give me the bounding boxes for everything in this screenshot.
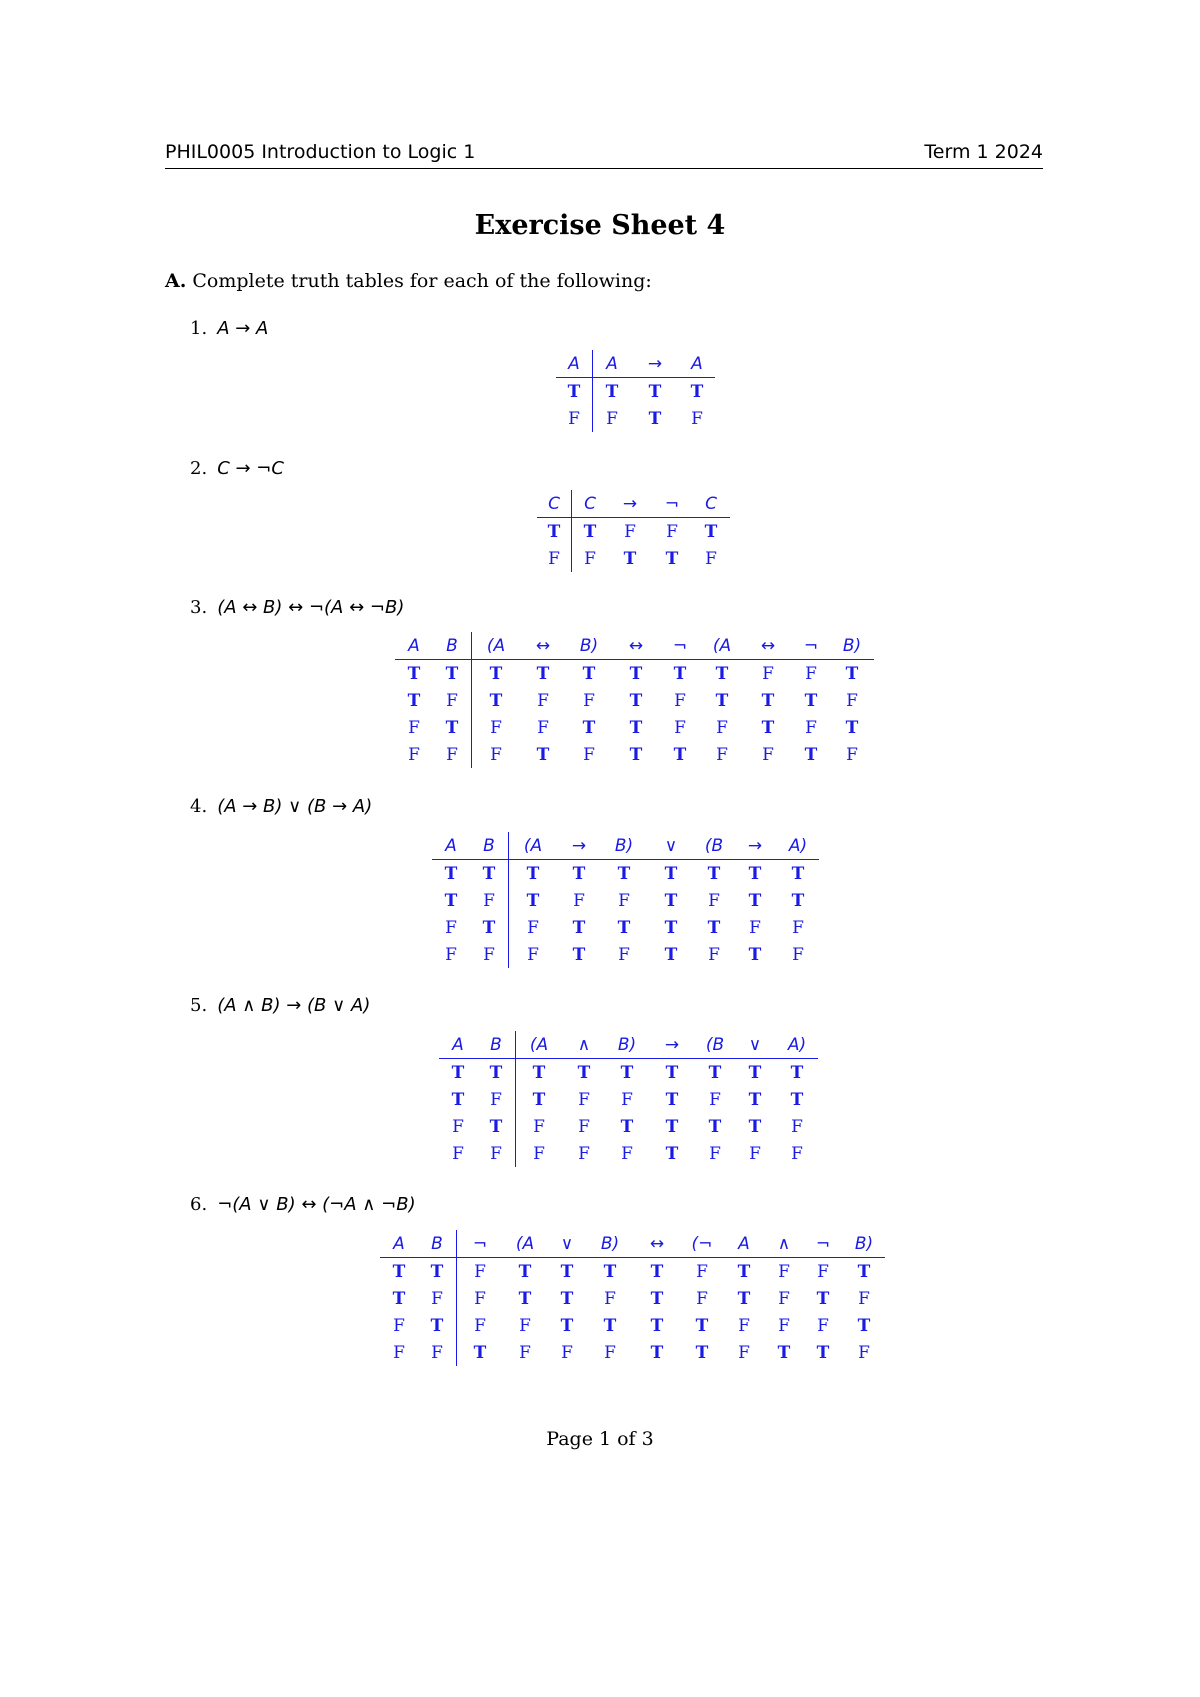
truth-value-cell: T	[560, 1261, 574, 1282]
variable-value-cell: T	[418, 1312, 457, 1339]
course-title: PHIL0005 Introduction to Logic 1	[165, 141, 476, 163]
truth-value-cell: T	[629, 663, 643, 684]
truth-value-cell: F	[490, 717, 502, 738]
variable-value-cell: F	[433, 741, 472, 768]
truth-value-cell: T	[804, 744, 818, 765]
truth-table-6	[380, 1230, 885, 1366]
truth-table-row	[395, 714, 874, 741]
formula-expression: (A → B) ∨ (B → A)	[217, 796, 373, 817]
truth-value-cell: T	[845, 663, 859, 684]
truth-value-cell: T	[748, 863, 762, 884]
truth-value-cell: T	[748, 1062, 762, 1083]
truth-table-header-row	[395, 632, 874, 660]
column-header: ↔	[744, 632, 792, 660]
column-header: ¬	[803, 1230, 843, 1258]
variable-value-cell: F	[393, 1342, 405, 1363]
truth-value-cell: T	[489, 663, 503, 684]
truth-value-cell: T	[617, 863, 631, 884]
column-header: C	[572, 490, 609, 518]
truth-value-cell: F	[762, 663, 774, 684]
truth-value-cell: T	[650, 1342, 664, 1363]
truth-table-row	[439, 1059, 818, 1087]
truth-value-cell: T	[673, 663, 687, 684]
column-header: A	[679, 350, 715, 378]
truth-value-cell: T	[673, 744, 687, 765]
truth-value-cell: T	[857, 1315, 871, 1336]
truth-value-cell: F	[621, 1089, 633, 1110]
exercise-number: 3.	[190, 597, 208, 618]
truth-value-cell: T	[748, 890, 762, 911]
variable-value-cell: T	[451, 1062, 465, 1083]
truth-table-row	[395, 687, 874, 714]
column-header: (A	[700, 632, 744, 660]
column-header: →	[608, 490, 652, 518]
truth-value-cell: F	[537, 690, 549, 711]
column-header: ∨	[734, 1031, 776, 1059]
truth-value-cell: F	[583, 744, 595, 765]
truth-value-cell: T	[648, 381, 662, 402]
variable-value-cell: T	[392, 1261, 406, 1282]
truth-table-row	[380, 1285, 885, 1312]
truth-value-cell: T	[617, 917, 631, 938]
variable-header: B	[477, 1031, 516, 1059]
exercise-number: 5.	[190, 995, 208, 1016]
truth-value-cell: T	[650, 1315, 664, 1336]
truth-table-row	[380, 1312, 885, 1339]
truth-value-cell: F	[846, 690, 858, 711]
truth-value-cell: T	[748, 1089, 762, 1110]
truth-table-header-row	[556, 350, 715, 378]
truth-table-row	[380, 1258, 885, 1286]
truth-value-cell: T	[620, 1116, 634, 1137]
truth-value-cell: T	[629, 744, 643, 765]
truth-value-cell: T	[804, 690, 818, 711]
truth-value-cell: T	[695, 1315, 709, 1336]
truth-value-cell: T	[737, 1288, 751, 1309]
section-label: A.	[165, 270, 187, 292]
truth-value-cell: T	[816, 1342, 830, 1363]
truth-table-row	[432, 914, 819, 941]
column-header: ∨	[547, 1230, 587, 1258]
truth-table-header-row	[439, 1031, 818, 1059]
variable-value-cell: F	[470, 941, 509, 968]
truth-value-cell: F	[708, 890, 720, 911]
truth-value-cell: T	[665, 1089, 679, 1110]
truth-value-cell: F	[691, 408, 703, 429]
truth-value-cell: T	[560, 1315, 574, 1336]
column-header: B)	[830, 632, 874, 660]
truth-table-header-row	[432, 832, 819, 860]
truth-value-cell: T	[791, 890, 805, 911]
truth-value-cell: T	[715, 690, 729, 711]
variable-value-cell: F	[445, 944, 457, 965]
truth-value-cell: F	[858, 1288, 870, 1309]
variable-value-cell: T	[407, 663, 421, 684]
truth-value-cell: T	[708, 1062, 722, 1083]
variable-value-cell: T	[477, 1059, 516, 1087]
formula-expression: (A ∧ B) → (B ∨ A)	[217, 995, 371, 1016]
column-header: C	[692, 490, 730, 518]
truth-value-cell: F	[708, 944, 720, 965]
truth-value-cell: F	[749, 1143, 761, 1164]
column-header: (¬	[681, 1230, 723, 1258]
truth-value-cell: T	[737, 1261, 751, 1282]
variable-value-cell: F	[408, 717, 420, 738]
formula-expression: (A ↔ B) ↔ ¬(A ↔ ¬B)	[217, 597, 405, 618]
column-header: →	[631, 350, 679, 378]
sheet-title: Exercise Sheet 4	[474, 210, 726, 241]
truth-value-cell: F	[533, 1116, 545, 1137]
truth-value-cell: T	[572, 917, 586, 938]
exercise-number: 2.	[190, 458, 208, 479]
formula-expression: ¬(A ∨ B) ↔ (¬A ∧ ¬B)	[217, 1194, 416, 1215]
column-header: B)	[606, 1031, 648, 1059]
truth-value-cell: T	[623, 548, 637, 569]
truth-value-cell: F	[778, 1315, 790, 1336]
truth-value-cell: T	[620, 1062, 634, 1083]
variable-value-cell: T	[470, 914, 509, 941]
variable-value-cell: F	[393, 1315, 405, 1336]
truth-table-row	[537, 545, 730, 572]
truth-value-cell: T	[748, 944, 762, 965]
truth-table-row	[556, 378, 715, 406]
truth-value-cell: F	[527, 944, 539, 965]
truth-value-cell: F	[805, 717, 817, 738]
truth-value-cell: F	[604, 1288, 616, 1309]
truth-value-cell: T	[665, 1062, 679, 1083]
truth-value-cell: T	[790, 1089, 804, 1110]
instruction-text: Complete truth tables for each of the following:	[192, 270, 652, 292]
truth-value-cell: F	[519, 1342, 531, 1363]
column-header: ¬	[652, 490, 692, 518]
variable-header: A	[380, 1230, 418, 1258]
truth-value-cell: F	[533, 1143, 545, 1164]
truth-value-cell: T	[665, 1116, 679, 1137]
truth-value-cell: T	[845, 717, 859, 738]
variable-value-cell: T	[444, 863, 458, 884]
truth-value-cell: F	[578, 1143, 590, 1164]
truth-value-cell: F	[674, 690, 686, 711]
column-header: →	[648, 1031, 696, 1059]
exercise-6-formula	[190, 1194, 416, 1215]
formula-expression: C → ¬C	[217, 458, 284, 479]
exercise-1-formula	[190, 318, 268, 339]
truth-value-cell: T	[583, 521, 597, 542]
truth-value-cell: F	[762, 744, 774, 765]
variable-header: C	[537, 490, 572, 518]
truth-value-cell: T	[690, 381, 704, 402]
truth-value-cell: T	[536, 744, 550, 765]
truth-value-cell: F	[666, 521, 678, 542]
truth-value-cell: T	[791, 863, 805, 884]
term-label: Term 1 2024	[924, 141, 1043, 163]
column-header: ¬	[660, 632, 700, 660]
column-header: (B	[696, 1031, 734, 1059]
variable-value-cell: T	[537, 518, 572, 546]
truth-value-cell: T	[518, 1288, 532, 1309]
column-header: ∧	[562, 1031, 606, 1059]
variable-value-cell: T	[392, 1288, 406, 1309]
exercise-2-formula	[190, 458, 284, 479]
truth-value-cell: F	[817, 1261, 829, 1282]
exercise-4-formula	[190, 796, 372, 817]
truth-value-cell: F	[846, 744, 858, 765]
truth-value-cell: F	[618, 944, 630, 965]
column-header: →	[733, 832, 777, 860]
variable-value-cell: F	[477, 1140, 516, 1167]
truth-value-cell: T	[582, 717, 596, 738]
truth-value-cell: F	[474, 1315, 486, 1336]
column-header: ∧	[765, 1230, 803, 1258]
truth-value-cell: F	[474, 1288, 486, 1309]
truth-table-1	[556, 350, 715, 432]
column-header: →	[557, 832, 601, 860]
truth-value-cell: F	[606, 408, 618, 429]
variable-value-cell: T	[418, 1258, 457, 1286]
truth-value-cell: F	[791, 1143, 803, 1164]
truth-value-cell: T	[532, 1062, 546, 1083]
exercise-5-formula	[190, 995, 370, 1016]
truth-value-cell: F	[738, 1315, 750, 1336]
variable-value-cell: F	[433, 687, 472, 714]
truth-value-cell: T	[582, 663, 596, 684]
variable-value-cell: T	[407, 690, 421, 711]
truth-value-cell: F	[778, 1288, 790, 1309]
truth-table-row	[432, 860, 819, 888]
truth-value-cell: T	[629, 717, 643, 738]
truth-value-cell: T	[664, 944, 678, 965]
column-header: (A	[472, 632, 521, 660]
column-header: A)	[777, 832, 819, 860]
truth-value-cell: F	[490, 744, 502, 765]
column-header: (A	[503, 1230, 547, 1258]
variable-header: B	[470, 832, 509, 860]
truth-value-cell: F	[519, 1315, 531, 1336]
variable-value-cell: T	[433, 714, 472, 741]
truth-value-cell: T	[489, 690, 503, 711]
truth-value-cell: F	[749, 917, 761, 938]
section-instruction	[165, 270, 652, 292]
truth-value-cell: F	[716, 744, 728, 765]
truth-value-cell: F	[584, 548, 596, 569]
column-header: ↔	[633, 1230, 681, 1258]
variable-header: A	[439, 1031, 477, 1059]
variable-header: A	[556, 350, 593, 378]
truth-value-cell: T	[605, 381, 619, 402]
truth-value-cell: T	[560, 1288, 574, 1309]
truth-value-cell: T	[532, 1089, 546, 1110]
truth-value-cell: T	[572, 863, 586, 884]
truth-value-cell: F	[561, 1342, 573, 1363]
truth-value-cell: F	[817, 1315, 829, 1336]
truth-value-cell: T	[665, 1143, 679, 1164]
variable-value-cell: F	[477, 1086, 516, 1113]
variable-value-cell: F	[556, 405, 593, 432]
truth-value-cell: T	[536, 663, 550, 684]
truth-value-cell: T	[473, 1342, 487, 1363]
variable-value-cell: T	[444, 890, 458, 911]
truth-table-row	[439, 1140, 818, 1167]
variable-value-cell: F	[537, 545, 572, 572]
truth-value-cell: F	[792, 917, 804, 938]
truth-value-cell: T	[518, 1261, 532, 1282]
truth-value-cell: F	[583, 690, 595, 711]
truth-value-cell: T	[777, 1342, 791, 1363]
variable-value-cell: T	[433, 660, 472, 688]
column-header: (A	[509, 832, 558, 860]
truth-value-cell: T	[526, 890, 540, 911]
truth-table-row	[556, 405, 715, 432]
truth-value-cell: T	[715, 663, 729, 684]
truth-value-cell: T	[577, 1062, 591, 1083]
truth-table-2	[537, 490, 730, 572]
variable-header: B	[433, 632, 472, 660]
truth-value-cell: F	[696, 1261, 708, 1282]
column-header: (B	[695, 832, 733, 860]
column-header: B)	[587, 1230, 633, 1258]
truth-value-cell: F	[624, 521, 636, 542]
column-header: ¬	[792, 632, 830, 660]
column-header: ↔	[520, 632, 566, 660]
truth-value-cell: F	[778, 1261, 790, 1282]
variable-header: A	[395, 632, 433, 660]
variable-value-cell: F	[445, 917, 457, 938]
truth-value-cell: F	[674, 717, 686, 738]
page-number: Page 1 of 3	[546, 1428, 654, 1450]
column-header: A)	[776, 1031, 818, 1059]
variable-value-cell: F	[418, 1285, 457, 1312]
truth-value-cell: F	[705, 548, 717, 569]
truth-value-cell: T	[648, 408, 662, 429]
truth-value-cell: T	[526, 863, 540, 884]
variable-value-cell: F	[452, 1143, 464, 1164]
truth-value-cell: F	[578, 1116, 590, 1137]
column-header: ∨	[647, 832, 695, 860]
truth-value-cell: F	[474, 1261, 486, 1282]
column-header: (A	[516, 1031, 563, 1059]
truth-value-cell: T	[650, 1261, 664, 1282]
column-header: B)	[601, 832, 647, 860]
truth-value-cell: F	[604, 1342, 616, 1363]
variable-header: A	[432, 832, 470, 860]
truth-value-cell: F	[709, 1143, 721, 1164]
column-header: A	[593, 350, 632, 378]
column-header: ¬	[457, 1230, 504, 1258]
variable-value-cell: F	[418, 1339, 457, 1366]
truth-value-cell: T	[708, 1116, 722, 1137]
truth-value-cell: F	[527, 917, 539, 938]
exercise-number: 4.	[190, 796, 208, 817]
truth-value-cell: T	[664, 890, 678, 911]
truth-value-cell: T	[603, 1261, 617, 1282]
truth-value-cell: F	[716, 717, 728, 738]
truth-table-row	[395, 660, 874, 688]
column-header: B)	[566, 632, 612, 660]
truth-table-row	[439, 1113, 818, 1140]
truth-value-cell: T	[707, 863, 721, 884]
truth-value-cell: F	[738, 1342, 750, 1363]
formula-expression: A → A	[217, 318, 269, 339]
truth-table-row	[432, 941, 819, 968]
column-header: A	[723, 1230, 765, 1258]
truth-value-cell: T	[761, 717, 775, 738]
truth-value-cell: T	[664, 917, 678, 938]
truth-value-cell: F	[791, 1116, 803, 1137]
truth-value-cell: F	[573, 890, 585, 911]
variable-value-cell: F	[408, 744, 420, 765]
truth-value-cell: T	[816, 1288, 830, 1309]
truth-value-cell: T	[650, 1288, 664, 1309]
exercise-number: 1.	[190, 318, 208, 339]
variable-value-cell: F	[470, 887, 509, 914]
truth-value-cell: T	[665, 548, 679, 569]
truth-value-cell: F	[805, 663, 817, 684]
truth-table-header-row	[380, 1230, 885, 1258]
truth-value-cell: F	[792, 944, 804, 965]
truth-table-row	[439, 1086, 818, 1113]
truth-value-cell: F	[618, 890, 630, 911]
truth-value-cell: T	[629, 690, 643, 711]
truth-value-cell: T	[748, 1116, 762, 1137]
truth-table-3	[395, 632, 874, 768]
truth-value-cell: T	[572, 944, 586, 965]
truth-value-cell: T	[695, 1342, 709, 1363]
truth-value-cell: T	[790, 1062, 804, 1083]
truth-value-cell: F	[858, 1342, 870, 1363]
variable-value-cell: T	[477, 1113, 516, 1140]
column-header: ↔	[612, 632, 660, 660]
variable-header: B	[418, 1230, 457, 1258]
truth-table-row	[537, 518, 730, 546]
exercise-3-formula	[190, 597, 404, 618]
truth-value-cell: T	[664, 863, 678, 884]
truth-value-cell: F	[578, 1089, 590, 1110]
column-header: B)	[843, 1230, 885, 1258]
truth-value-cell: F	[537, 717, 549, 738]
truth-table-row	[380, 1339, 885, 1366]
truth-table-row	[432, 887, 819, 914]
variable-value-cell: T	[470, 860, 509, 888]
truth-table-header-row	[537, 490, 730, 518]
truth-value-cell: T	[704, 521, 718, 542]
truth-value-cell: T	[603, 1315, 617, 1336]
truth-table-4	[432, 832, 819, 968]
truth-value-cell: F	[709, 1089, 721, 1110]
truth-value-cell: T	[761, 690, 775, 711]
variable-value-cell: T	[451, 1089, 465, 1110]
truth-table-row	[395, 741, 874, 768]
page-header	[165, 138, 1043, 169]
truth-value-cell: T	[707, 917, 721, 938]
truth-value-cell: T	[857, 1261, 871, 1282]
truth-table-5	[439, 1031, 818, 1167]
variable-value-cell: F	[452, 1116, 464, 1137]
truth-value-cell: F	[621, 1143, 633, 1164]
truth-value-cell: F	[696, 1288, 708, 1309]
exercise-number: 6.	[190, 1194, 208, 1215]
variable-value-cell: T	[556, 378, 593, 406]
